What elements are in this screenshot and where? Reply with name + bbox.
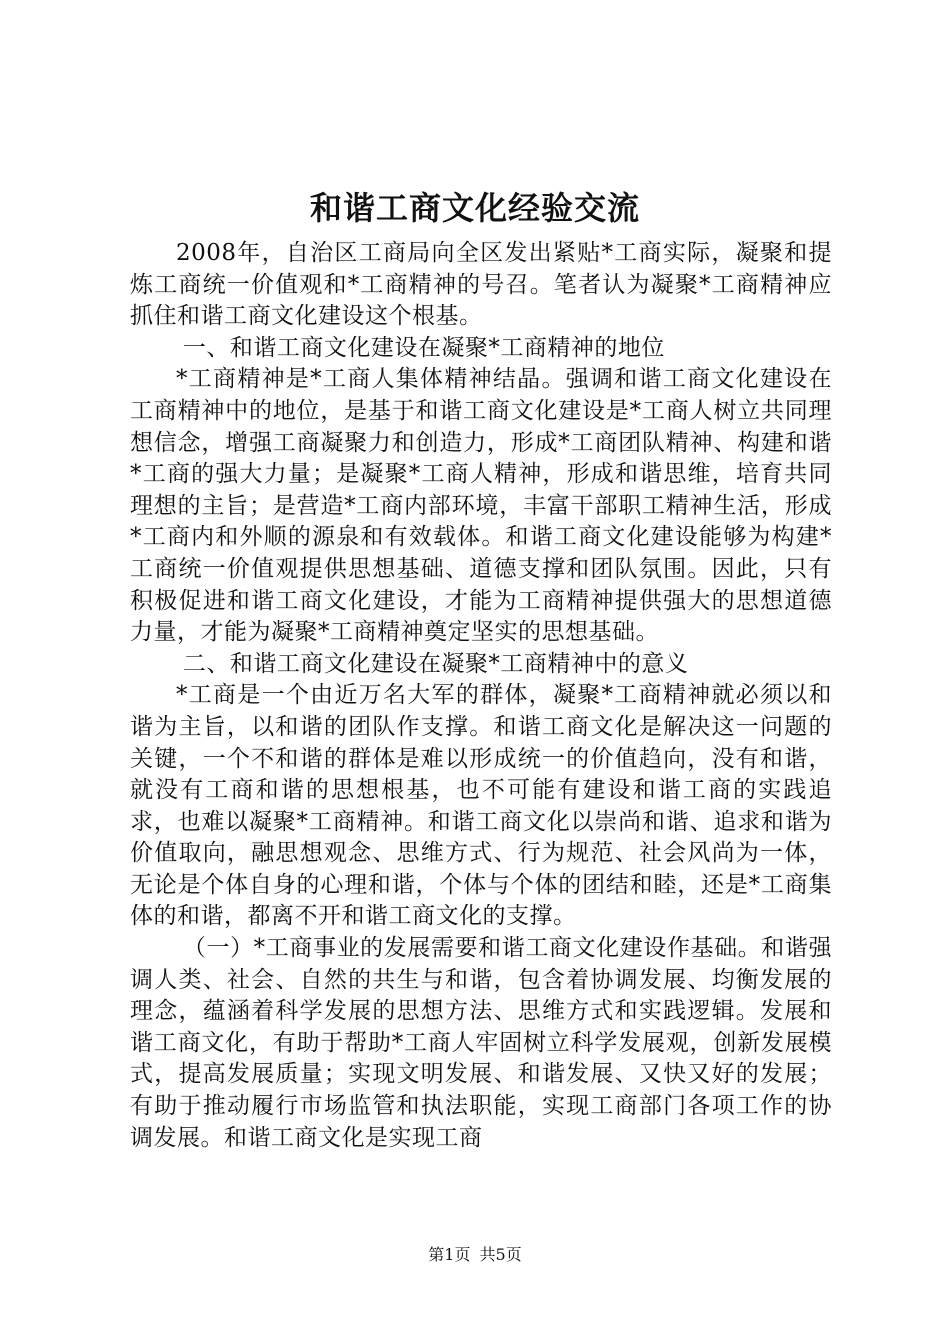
section-heading-1: 一、和谐工商文化建设在凝聚*工商精神的地位 [182,334,665,361]
paragraph-section-2: *工商是一个由近万名大军的群体，凝聚*工商精神就必须以和谐为主旨，以和谐的团队作支撑。和谐工商文化是解决这一问题的关键，一个不和谐的群体是难以形成统一的价值趋向，没有和谐，就没有工商和谐的思想根基，也不可能有建设和谐工商的实践追求，也难以凝聚*工商精神。和谐工商文化以崇尚和谐、追求和谐为价值取向，融思想观念、思维方式、行为规范、社会风尚为一体，无论是个体自身的心理和谐，个体与个体的团结和睦，还是*工商集体的和谐，都离不开和谐工商文化的支撑。 [130,682,832,930]
paragraph-intro: 2008年，自治区工商局向全区发出紧贴*工商实际，凝聚和提炼工商统一价值观和*工商精神的号召。笔者认为凝聚*工商精神应抓住和谐工商文化建设这个根基。 [130,240,832,330]
paragraph-section-1: *工商精神是*工商人集体精神结晶。强调和谐工商文化建设在工商精神中的地位，是基于和谐工商文化建设是*工商人树立共同理想信念，增强工商凝聚力和创造力，形成*工商团队精神、构建和谐*工商的强大力量；是凝聚*工商人精神，形成和谐思维，培育共同理想的主旨；是营造*工商内部环境，丰富干部职工精神生活，形成*工商内和外顺的源泉和有效载体。和谐工商文化建设能够为构建*工商统一价值观提供思想基础、道德支撑和团队氛围。因此，只有积极促进和谐工商文化建设，才能为工商精神提供强大的思想道德力量，才能为凝聚*工商精神奠定坚实的思想基础。 [130,366,832,646]
page-number-footer: 第1页 共5页 [428,1245,522,1264]
document-body [130,238,832,1154]
section-heading-2: 二、和谐工商文化建设在凝聚*工商精神中的意义 [182,650,689,677]
paragraph-subsection-1: （一）*工商事业的发展需要和谐工商文化建设作基础。和谐强调人类、社会、自然的共生与和谐，包含着协调发展、均衡发展的理念，蕴涵着科学发展的思想方法、思维方式和实践逻辑。发展和谐工商文化，有助于帮助*工商人牢固树立科学发展观，创新发展模式，提高发展质量；实现文明发展、和谐发展、又快又好的发展；有助于推动履行市场监管和执法职能，实现工商部门各项工作的协调发展。和谐工商文化是实现工商 [130,935,832,1151]
document-title: 和谐工商文化经验交流 [309,189,640,227]
